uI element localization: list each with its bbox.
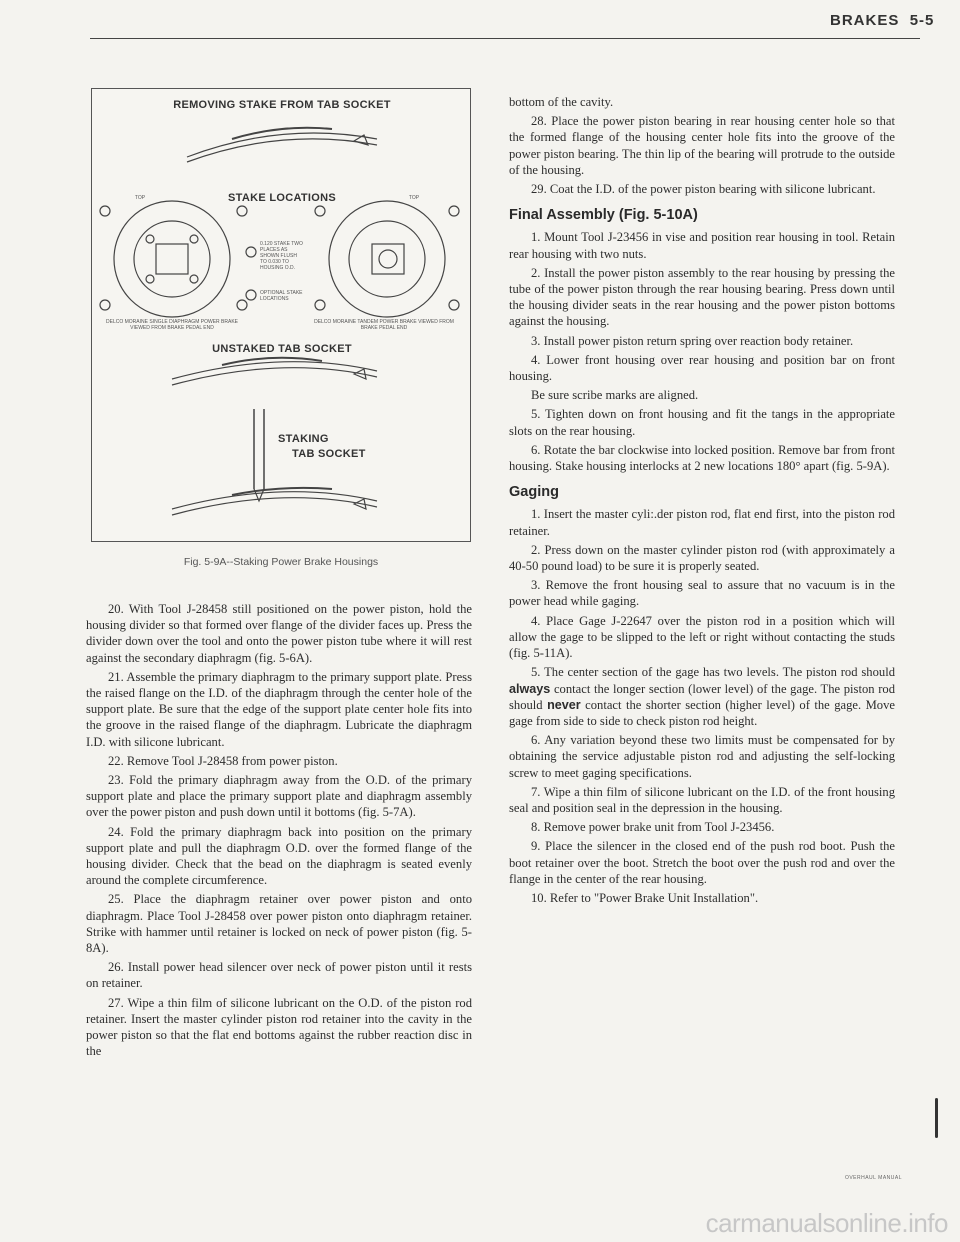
- figure-illustration: [92, 89, 470, 541]
- final-step-5: 5. Tighten down on front housing and fit the tangs in the appropriate slots on the rear housing.: [509, 407, 895, 438]
- final-step-3: 3. Install power piston return spring over reaction body retainer.: [531, 333, 854, 348]
- gaging-step-1: 1. Insert the master cyli:.der piston rod, flat end first, into the piston rod retainer.: [509, 507, 895, 538]
- left-column: [86, 601, 472, 1062]
- figure-caption: Fig. 5-9A--Staking Power Brake Housings: [183, 556, 379, 568]
- right-booster-label: DELCO MORAINE TANDEM POWER BRAKE VIEWED FROM BRAKE PEDAL END: [314, 319, 454, 331]
- step5-text-b: contact the longer section (lower level) of the gage. The piston rod should: [509, 681, 895, 712]
- top-label-left: TOP: [134, 195, 146, 201]
- label-tab-socket: TAB SOCKET: [292, 448, 366, 460]
- watermark: carmanualsonline.info: [705, 1208, 948, 1238]
- continuation-text: bottom of the cavity.: [509, 95, 614, 109]
- heading-final-assembly: Final Assembly (Fig. 5-10A): [509, 207, 698, 224]
- page-edge-mark: [935, 1098, 938, 1138]
- final-step-6: 6. Rotate the bar clockwise into locked position. Remove bar from front housing. Stake housing interlocks at 2 new locations 180° apart (fig. 5-9A).: [509, 442, 895, 474]
- step-21: 21. Assemble the primary diaphragm to the primary support plate. Press the raised flange on the I.D. of the diaphragm through the center hole of the support plate. Be sure that the edge of the support plate center hole fits into the groove in the raised flange of the diaphragm. Lubricate the diaphragm I.D. with silicone lubricant.: [86, 669, 472, 749]
- footer-manual-name: OVERHAUL MANUAL: [844, 1175, 902, 1181]
- step-26: 26. Install power head silencer over neck of power piston until it rests on retainer.: [86, 960, 472, 991]
- heading-gaging: Gaging: [509, 484, 559, 501]
- step5-text-c: contact the shorter section (higher level) of the gage. Move gage from side to side to check piston rod height.: [509, 697, 895, 728]
- gaging-step-10: 10. Refer to "Power Brake Unit Installation".: [531, 890, 759, 905]
- figure-title-stake-locations: STAKE LOCATIONS: [228, 192, 336, 204]
- gaging-step-8: 8. Remove power brake unit from Tool J-23456.: [531, 820, 775, 835]
- callout-optional-stake-locations: OPTIONAL STAKE LOCATIONS: [260, 290, 303, 302]
- header-section: BRAKES: [830, 12, 900, 29]
- header-rule: [90, 38, 920, 39]
- step-29: 29. Coat the I.D. of the power piston bearing with silicone lubricant.: [531, 182, 876, 197]
- gaging-step-2: 2. Press down on the master cylinder piston rod (with approximately a 40-50 pound load) to be sure it is properly seated.: [509, 542, 895, 574]
- right-column: [509, 94, 895, 909]
- callout-stake-two-places: 0.120 STAKE TWO PLACES AS SHOWN FLUSH TO 0.030 TO HOUSING O.D.: [260, 241, 303, 271]
- page-header: [830, 12, 935, 32]
- label-staking: STAKING: [278, 433, 329, 445]
- emphasis-always: always: [509, 681, 551, 696]
- step-22: 22. Remove Tool J-28458 from power piston.: [108, 753, 338, 768]
- step-28: 28. Place the power piston bearing in rear housing center hole so that the formed flange of the housing center hole fits into the groove of the power piston bearing. The thin lip of the bearing will protrude to the outside of the housing.: [509, 114, 895, 177]
- figure-title-removing: REMOVING STAKE FROM TAB SOCKET: [173, 99, 391, 111]
- step-23: 23. Fold the primary diaphragm away from the O.D. of the primary support plate and place the primary support plate and diaphragm assembly over the power piston and push down until it bottoms (fig. 5-7A).: [86, 773, 472, 820]
- gaging-step-3: 3. Remove the front housing seal to assure that no vacuum is in the power head while gaging.: [509, 578, 895, 609]
- left-booster-label: DELCO MORAINE SINGLE DIAPHRAGM POWER BRAKE VIEWED FROM BRAKE PEDAL END: [106, 319, 238, 331]
- emphasis-never: never: [547, 697, 581, 712]
- top-label-right: TOP: [408, 195, 420, 201]
- gaging-step-5: [509, 664, 895, 729]
- step-20: 20. With Tool J-28458 still positioned on the power piston, hold the housing divider so that formed over flange of the divider faces up. Press the divider down over the tool and onto the power piston tube where it will rest against the secondary diaphragm (fig. 5-6A).: [86, 602, 472, 665]
- gaging-step-7: 7. Wipe a thin film of silicone lubricant on the I.D. of the front housing seal and position seal in the depression in the housing.: [509, 784, 895, 815]
- gaging-step-4: 4. Place Gage J-22647 over the piston rod in a position which will allow the gage to be slipped to the left or right without contacting the studs (fig. 5-11A).: [509, 613, 895, 661]
- gaging-step-6: 6. Any variation beyond these two limits must be compensated for by obtaining the service adjustable piston rod and adjusting the self-locking screw to meet gaging specifications.: [509, 733, 895, 780]
- step5-text-a: 5. The center section of the gage has two levels. The piston rod should: [531, 665, 895, 680]
- final-step-4-note: Be sure scribe marks are aligned.: [531, 388, 699, 403]
- figure-title-unstaked: UNSTAKED TAB SOCKET: [212, 343, 352, 355]
- header-page-number: 5-5: [909, 12, 935, 29]
- final-step-2: 2. Install the power piston assembly to the rear housing by pressing the tube of the power piston through the rear housing bearing. Press down until the housing divider seats in the rear housing and the power piston bottoms against the housing.: [509, 265, 895, 329]
- step-25: 25. Place the diaphragm retainer over power piston and onto diaphragm. Place Tool J-28458 over power piston onto diaphragm retainer. Strike with hammer until retainer is locked on neck of power piston (fig. 5-8A).: [86, 892, 472, 956]
- step-24: 24. Fold the primary diaphragm back into position on the primary support plate and pull the diaphragm O.D. over the formed flange of the housing divider. Check that the bead on the diaphragm is seated evenly around the complete circumference.: [86, 824, 472, 888]
- final-step-4: 4. Lower front housing over rear housing and position bar on front housing.: [509, 352, 895, 384]
- final-step-1: 1. Mount Tool J-23456 in vise and position rear housing in tool. Retain rear housing with two nuts.: [509, 230, 895, 261]
- gaging-step-9: 9. Place the silencer in the closed end of the push rod boot. Push the boot retainer over the boot. Stretch the boot over the push rod and over the flange in the center of the rear housing.: [509, 839, 895, 886]
- step-27: 27. Wipe a thin film of silicone lubricant on the O.D. of the piston rod retainer. Insert the master cylinder piston rod retainer into the cavity in the power piston so that the flat end bottoms against the rubber reaction disc in the: [86, 995, 472, 1059]
- figure-staking-power-brake-housings: [91, 88, 471, 542]
